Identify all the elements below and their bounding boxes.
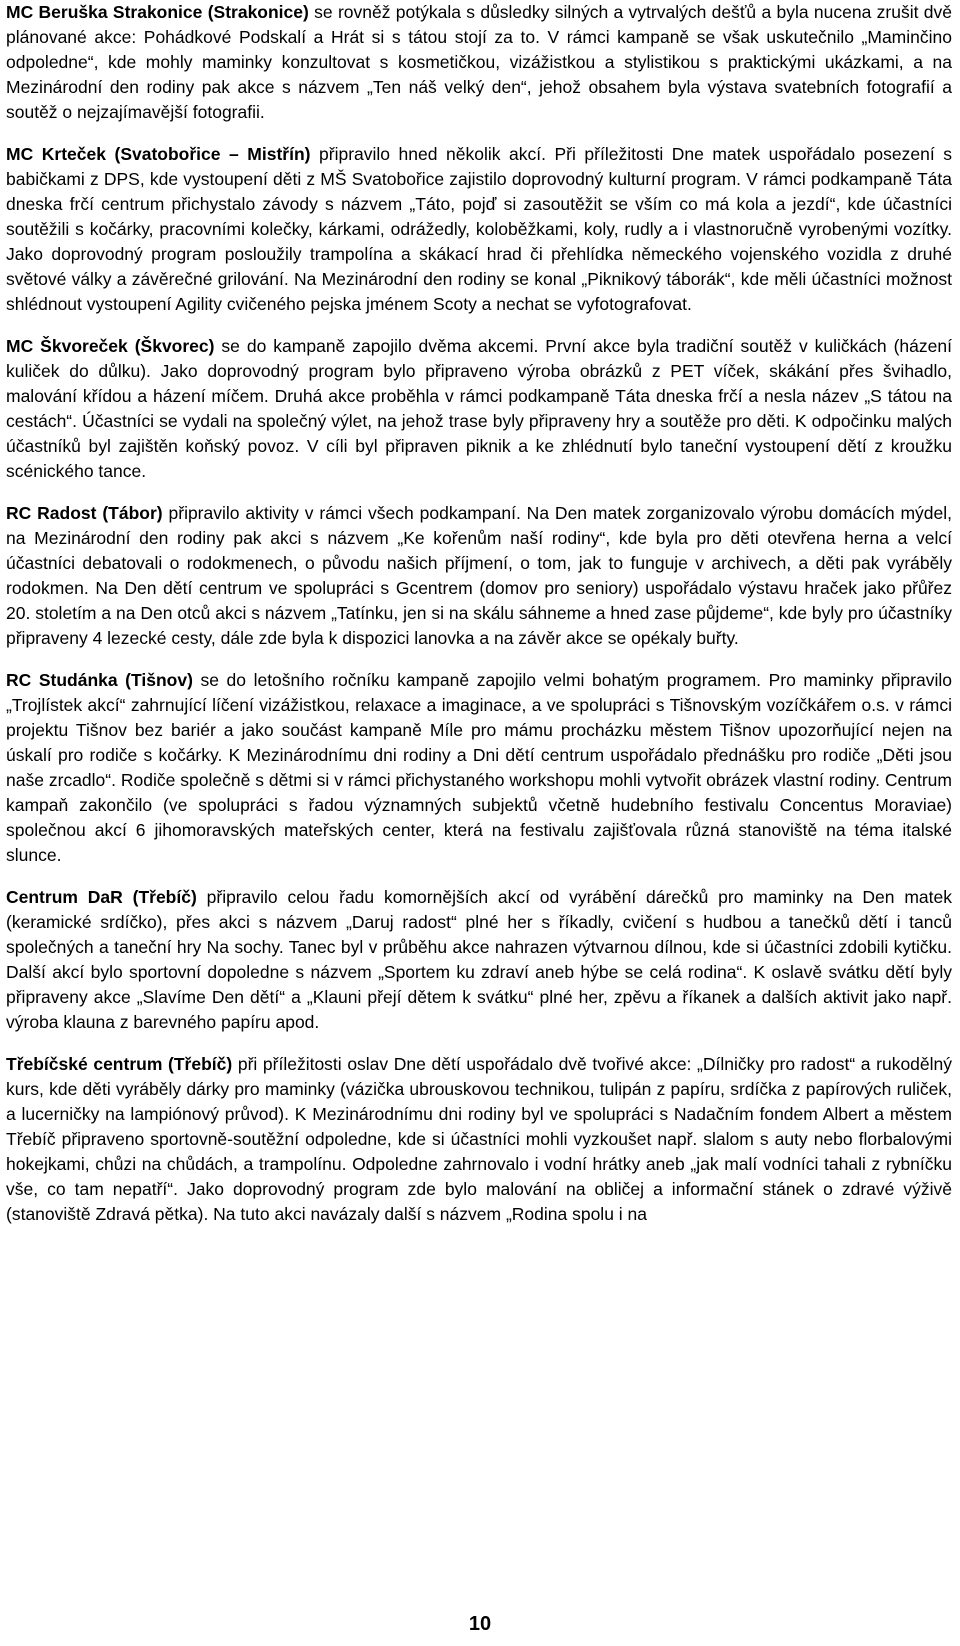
- paragraph-studanka: [6, 668, 952, 868]
- center-name: RC Studánka (Tišnov): [6, 670, 193, 690]
- paragraph-text: při příležitosti oslav Dne dětí uspořádalo dvě tvořivé akce: „Dílničky pro radost“ a rukodělný kurs, kde děti vyráběly dárky pro maminky (vázička ubrouskovou technikou, tulipán z papíru, srdíčka z papírových ruliček, a lucerničky na lampiónový průvod). K Mezinárodnímu dni rodiny byl ve spolupráci s Nadačním fondem Albert a městem Třebíč připraveno sportovně-soutěžní odpoledne, kde si účastníci mohli vyzkoušet např. slalom s auty nebo florbalovými hokejkami, chůzi na chůdách, a trampolínu. Odpoledne zahrnovalo i vodní hrátky aneb „jak malí vodníci tahali z rybníčku vše, co tam nepatří“. Jako doprovodný program zde bylo malování na obličej a informační stánek o zdravé výživě (stanoviště Zdravá pětka). Na tuto akci navázaly další s názvem „Rodina spolu i na: [6, 1054, 953, 1224]
- paragraph-text: se do letošního ročníku kampaně zapojilo velmi bohatým programem. Pro maminky připravilo „Trojlístek akcí“ zahrnující líčení vizážistkou, relaxace a imaginace, a ve spolupráci s Tišnovským vozíčkářem o.s. v rámci projektu Tišnov bez bariér a jako součást kampaně Míle pro mámu procházku městem Tišnov upozorňující nejen na úskalí pro rodiče s kočárky. K Mezinárodnímu dni rodiny a Dni dětí centrum uspořádalo přednášku pro rodiče „Děti jsou naše zrcadlo“. Rodiče společně s dětmi si v rámci přichystaného workshopu mohli vytvořit obrázek vlastní rodiny. Centrum kampaň zakončilo (ve spolupráci s řadou významných subjektů včetně hudebního festivalu Concentus Moraviae) společnou akcí 6 jihomoravských mateřských center, která na festivalu zajišťovala různá stanoviště na téma italské slunce.: [6, 670, 952, 865]
- center-name: MC Beruška Strakonice (Strakonice): [6, 2, 309, 22]
- paragraph-beruska: [6, 0, 952, 125]
- page-number: 10: [468, 1613, 492, 1635]
- center-name: Třebíčské centrum (Třebíč): [6, 1054, 233, 1074]
- paragraph-skvorecek: [6, 334, 952, 484]
- paragraph-text: připravilo celou řadu komornějších akcí od vyrábění dárečků pro maminky na Den matek (keramické srdíčko), přes akci s názvem „Daruj radost“ plné her s říkadly, cvičení s hudbou a tanečků dětí i tanců společných a taneční hry Na sochy. Tanec byl v průběhu akce nahrazen výtvarnou dílnou, kde si účastníci zdobili kytičku. Další akcí bylo sportovní dopoledne s názvem „Sportem ku zdraví aneb hýbe se celá rodina“. K oslavě svátku dětí byly připraveny akce „Slavíme Den dětí“ a „Klauni přejí dětem k svátku“ plné her, zpěvu a říkanek a dalších aktivit jako např. výroba klauna z barevného papíru apod.: [6, 887, 952, 1032]
- paragraph-text: připravilo aktivity v rámci všech podkampaní. Na Den matek zorganizovalo výrobu domácích mýdel, na Mezinárodní den rodiny pak akci s názvem „Ke kořenům naší rodiny“, kde byla pro děti otevřena herna a velcí účastníci debatovali o rodokmenech, o původu našich příjmení, o tom, jak to funguje v archivech, a děti pak vyráběly rodokmen. Na Den dětí centrum ve spolupráci s Gcentrem (domov pro seniory) uspořádalo výstavu hraček jako přůřez 20. stoletím a na Den otců akci s názvem „Tatínku, jen si na skálu sáhneme a hned zase půjdeme“, kde byly pro účastníky připraveny 4 lezecké cesty, dále zde byla k dispozici lanovka a na závěr akce se opékaly buřty.: [6, 503, 953, 648]
- paragraph-text: se rovněž potýkala s důsledky silných a vytrvalých dešťů a byla nucena zrušit dvě plánované akce: Pohádkové Podskalí a Hrát si s tátou stojí za to. V rámci kampaně se však uskutečnilo „Maminčino odpoledne“, kde mohly maminky konzultovat s kosmetičkou, vizážistkou a stylistikou s praktickými ukázkami, a na Mezinárodní den rodiny pak akce s názvem „Ten náš velký den“, jehož obsahem byla výstava svatebních fotografií a soutěž o nejzajímavější fotografii.: [6, 2, 952, 122]
- center-name: RC Radost (Tábor): [6, 503, 163, 523]
- center-name: MC Škvoreček (Škvorec): [6, 336, 215, 356]
- center-name: Centrum DaR (Třebíč): [6, 887, 197, 907]
- paragraph-krtecek: [6, 142, 952, 317]
- paragraph-centrum-dar: [6, 885, 952, 1035]
- paragraph-text: připravilo hned několik akcí. Při příležitosti Dne matek uspořádalo posezení s babičkami z DPS, kde vystoupení děti z MŠ Svatobořice zajistilo doprovodný kulturní program. V rámci podkampaně Táta dneska frčí centrum přichystalo závody s názvem „Táto, pojď si zasoutěžit se vším co má kola a jezdí“, kde účastníci soutěžili s kočárky, pracovními kolečky, kárkami, odrážedly, koloběžkami, koly, rudly a i vlastnoručně vyrobenými vozítky. Jako doprovodný program posloužily trampolína a skákací hrad či přehlídka německého vojenského vozidla z druhé světové války a závěrečné grilování. Na Mezinárodní den rodiny se konal „Piknikový táborák“, kde měli účastníci možnost shlédnout vystoupení Agility cvičeného pejska jménem Scoty a nechat se vyfotografovat.: [6, 144, 952, 314]
- paragraph-trebicske-centrum: [6, 1052, 952, 1227]
- paragraph-text: se do kampaně zapojilo dvěma akcemi. První akce byla tradiční soutěž v kuličkách (házení kuliček do důlku). Jako doprovodný program bylo připraveno výroba obrázků z PET víček, skákání přes švihadlo, malování křídou a házení míčem. Druhá akce proběhla v rámci podkampaně Táta dneska frčí a nesla název „S tátou na cestách“. Účastníci se vydali na společný výlet, na jehož trase byly připraveny hry a soutěže pro děti. K odpočinku malých účastníků byl zajištěn koňský povoz. V cíli byl připraven piknik a ke zhlédnutí bylo taneční vystoupení dětí z kroužku scénického tance.: [6, 336, 952, 481]
- center-name: MC Krteček (Svatobořice – Mistřín): [6, 144, 311, 164]
- paragraph-radost: [6, 501, 952, 651]
